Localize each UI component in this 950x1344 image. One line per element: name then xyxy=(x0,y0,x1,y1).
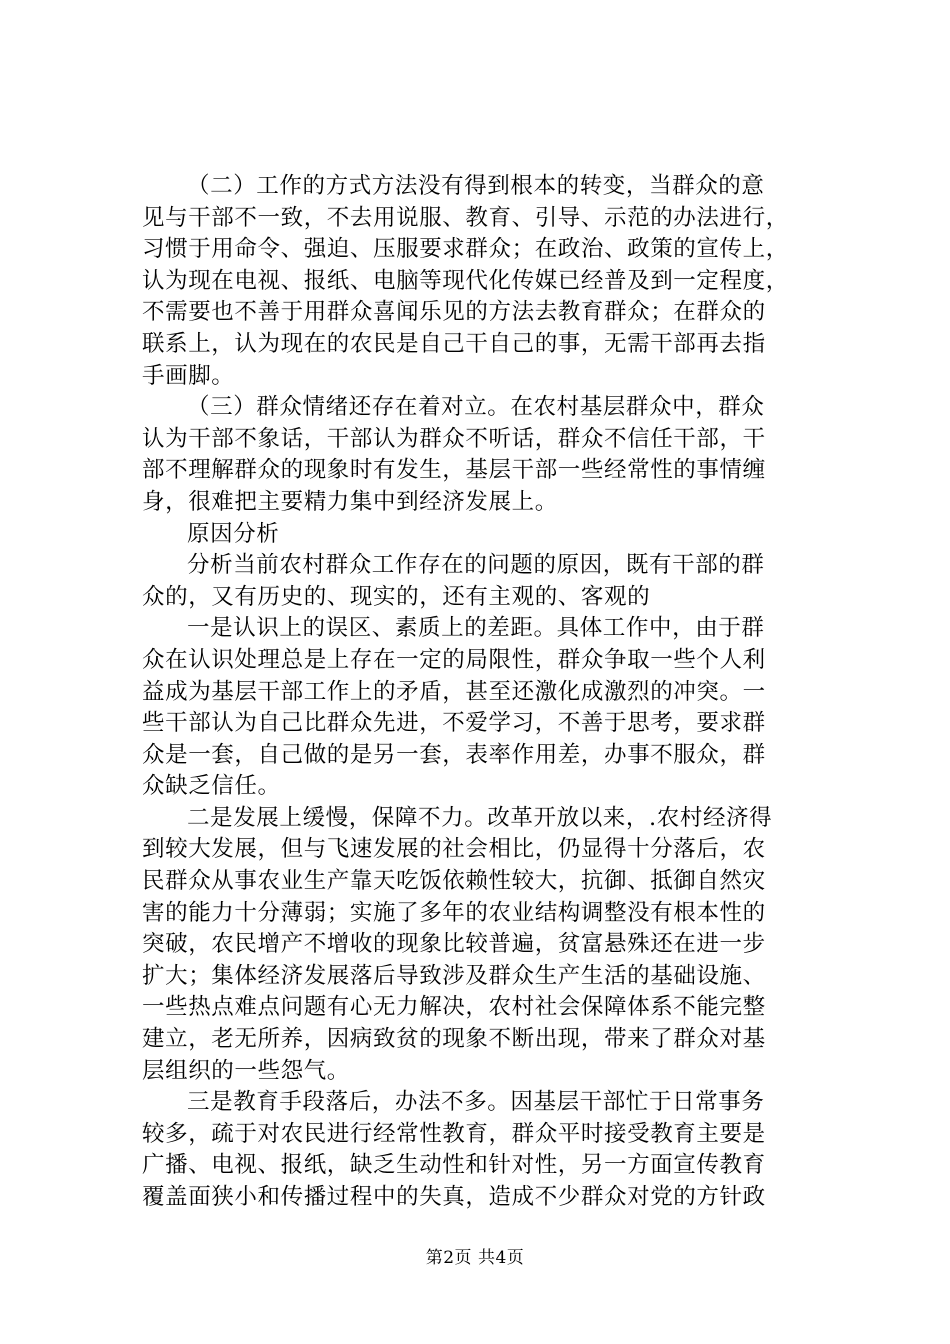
paragraph-line: 些干部认为自己比群众先进，不爱学习，不善于思考，要求群 xyxy=(142,710,766,737)
paragraph-line: 三是教育手段落后，办法不多。因基层干部忙于日常事务 xyxy=(187,1089,765,1116)
paragraph-line: 认为干部不象话，干部认为群众不听话，群众不信任干部，干 xyxy=(142,425,766,452)
paragraph-line: 覆盖面狭小和传播过程中的失真，造成不少群众对党的方针政 xyxy=(142,1184,766,1210)
paragraph-line: （二）工作的方式方法没有得到根本的转变，当群众的意 xyxy=(187,173,765,199)
paragraph-line: 一是认识上的误区、素质上的差距。具体工作中，由于群 xyxy=(187,615,765,642)
paragraph-line: 分析当前农村群众工作存在的问题的原因，既有干部的群 xyxy=(187,552,765,579)
document-body xyxy=(142,171,822,1214)
paragraph-line: 较多，疏于对农民进行经常性教育，群众平时接受教育主要是 xyxy=(142,1120,766,1147)
paragraph-line: 害的能力十分薄弱；实施了多年的农业结构调整没有根本性的 xyxy=(142,899,766,926)
page-number: 第2页 共4页 xyxy=(425,1248,525,1268)
paragraph-line: 民群众从事农业生产靠天吃饭依赖性较大，抗御、抵御自然灾 xyxy=(142,868,766,895)
paragraph-line: 联系上，认为现在的农民是自己干自己的事，无需干部再去指 xyxy=(142,330,766,357)
paragraph-line: 不需要也不善于用群众喜闻乐见的方法去教育群众；在群众的 xyxy=(142,299,766,326)
paragraph-line: 习惯于用命令、强迫、压服要求群众；在政治、政策的宣传上， xyxy=(142,236,789,263)
paragraph-line: 到较大发展，但与飞速发展的社会相比，仍显得十分落后，农 xyxy=(142,836,766,863)
paragraph-line: 二是发展上缓慢，保障不力。改革开放以来，.农村经济得 xyxy=(187,804,773,831)
paragraph-line: 益成为基层干部工作上的矛盾，甚至还激化成激烈的冲突。一 xyxy=(142,678,766,705)
paragraph-line: 扩大；集体经济发展落后导致涉及群众生产生活的基础设施、 xyxy=(142,962,766,989)
paragraph-line: 手画脚。 xyxy=(142,362,235,389)
page-footer xyxy=(0,1243,950,1268)
paragraph-line: 众缺乏信任。 xyxy=(142,773,281,800)
paragraph-line: 众是一套，自己做的是另一套，表率作用差，办事不服众，群 xyxy=(142,741,766,768)
paragraph-line: 见与干部不一致，不去用说服、教育、引导、示范的办法进行， xyxy=(142,204,789,231)
paragraph-line: 身，很难把主要精力集中到经济发展上。 xyxy=(142,488,558,515)
paragraph-line: 层组织的一些怨气。 xyxy=(142,1057,350,1084)
paragraph-line: 建立，老无所养，因病致贫的现象不断出现，带来了群众对基 xyxy=(142,1026,766,1053)
paragraph-line: 一些热点难点问题有心无力解决，农村社会保障体系不能完整 xyxy=(142,994,766,1021)
paragraph-line: 广播、电视、报纸，缺乏生动性和针对性，另一方面宣传教育 xyxy=(142,1152,766,1179)
paragraph-line: 认为现在电视、报纸、电脑等现代化传媒已经普及到一定程度， xyxy=(142,267,789,294)
paragraph-line: （三）群众情绪还存在着对立。在农村基层群众中，群众 xyxy=(187,394,765,421)
paragraph-line: 突破，农民增产不增收的现象比较普遍，贫富悬殊还在进一步 xyxy=(142,931,766,958)
section-heading: 原因分析 xyxy=(187,520,280,547)
paragraph-line: 众在认识处理总是上存在一定的局限性，群众争取一些个人利 xyxy=(142,646,766,673)
paragraph-line: 众的，又有历史的、现实的，还有主观的、客观的 xyxy=(142,583,651,610)
paragraph-line: 部不理解群众的现象时有发生，基层干部一些经常性的事情缠 xyxy=(142,457,766,484)
